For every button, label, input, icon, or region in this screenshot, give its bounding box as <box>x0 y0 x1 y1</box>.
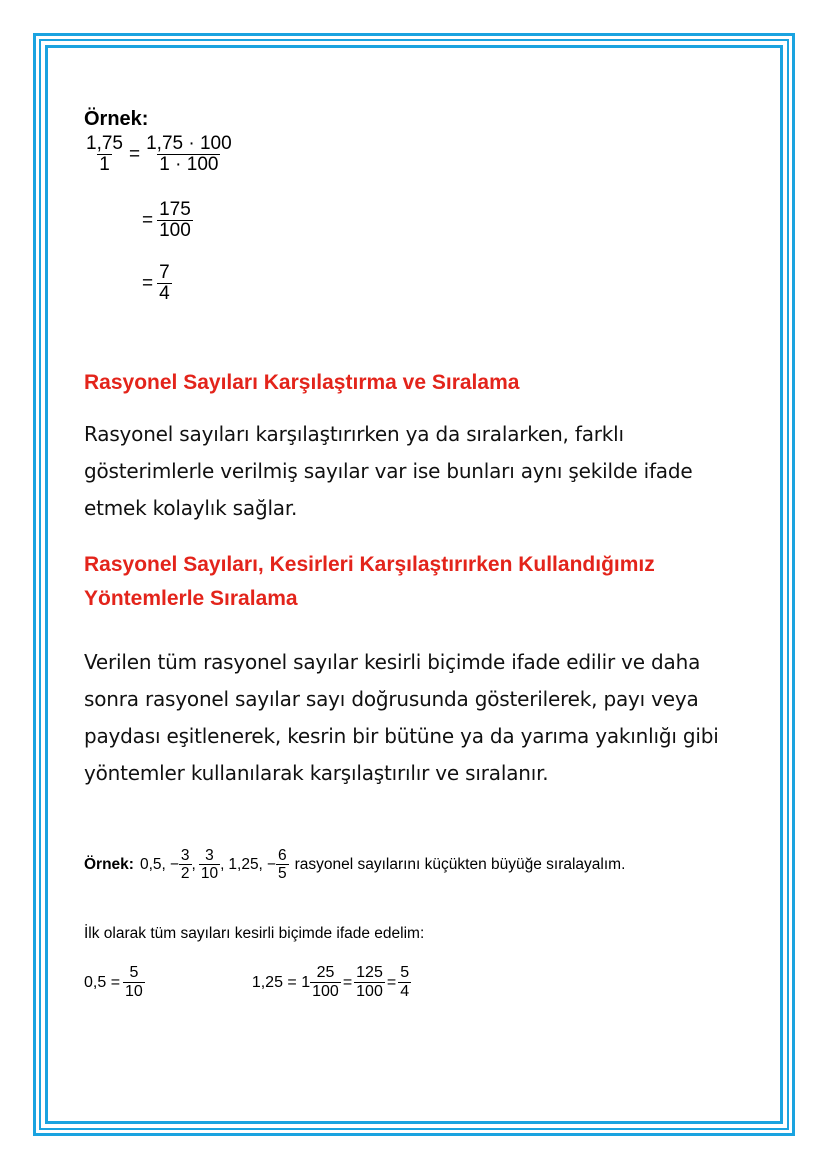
paragraph-2: Verilen tüm rasyonel sayılar kesirli biçimde ifade edilir ve daha sonra rasyonel sayılar sayı doğrusunda gösterilerek, payı veya paydası eşitlenerek, kesrin bir bütüne ya da yarıma yakınlığı gibi yöntemler kullanılarak karşılaştırılır ve sıralanır. <box>84 650 719 785</box>
example-1-step-2 <box>142 200 193 242</box>
example-2: Örnek: 0,5, − $\frac{3}{2}$ , $\frac{3}{10}$ , 1,25, − $\frac{6}{5}$ rasyonel sayılarını küçükten büyüğe sıralayalım. <box>84 847 626 883</box>
fraction: $\frac{175}{100}$ <box>159 199 191 241</box>
instruction-text: İlk olarak tüm sayıları kesirli biçimde ifade edelim: <box>84 925 425 942</box>
fraction: $\frac{1,75}{1}$ <box>86 133 123 175</box>
example-1-step-1 <box>84 134 234 176</box>
equals-sign: = <box>142 209 154 231</box>
section-heading-2: Rasyonel Sayıları, Kesirleri Karşılaştırırken Kullandığımız Yöntemlerle Sıralama <box>84 553 655 610</box>
equals-sign: = <box>128 143 141 165</box>
conversions-row: 0,5 = $\frac{5}{10}$ 1,25 = 1 $\frac{25}{100}$ = $\frac{125}{100}$ = $\frac{5}{4}$ <box>84 964 410 1000</box>
example-label: Örnek: <box>84 856 134 874</box>
example-label: Örnek: <box>84 108 149 130</box>
fraction: $\frac{25}{100}$ <box>312 964 339 1000</box>
fraction: $\frac{125}{100}$ <box>356 964 383 1000</box>
fraction: $\frac{5}{4}$ <box>400 964 410 1000</box>
section-heading-1: Rasyonel Sayıları Karşılaştırma ve Sıralama <box>84 371 520 394</box>
example-1-step-3 <box>142 263 172 305</box>
equals-sign: = <box>142 272 154 294</box>
fraction: $\frac{7}{4}$ <box>159 262 170 304</box>
fraction: $\frac{3}{2}$ <box>180 847 190 883</box>
fraction: $\frac{1,75 \cdot 100}{1 \cdot 100}$ <box>146 133 232 175</box>
paragraph-1: Rasyonel sayıları karşılaştırırken ya da sıralarken, farklı gösterimlerle verilmiş sayılar var ise bunları aynı şekilde ifade etmek kolaylık sağlar. <box>84 422 693 520</box>
fraction: $\frac{5}{10}$ <box>125 964 143 1000</box>
fraction: $\frac{3}{10}$ <box>200 847 219 883</box>
fraction: $\frac{6}{5}$ <box>277 847 287 883</box>
